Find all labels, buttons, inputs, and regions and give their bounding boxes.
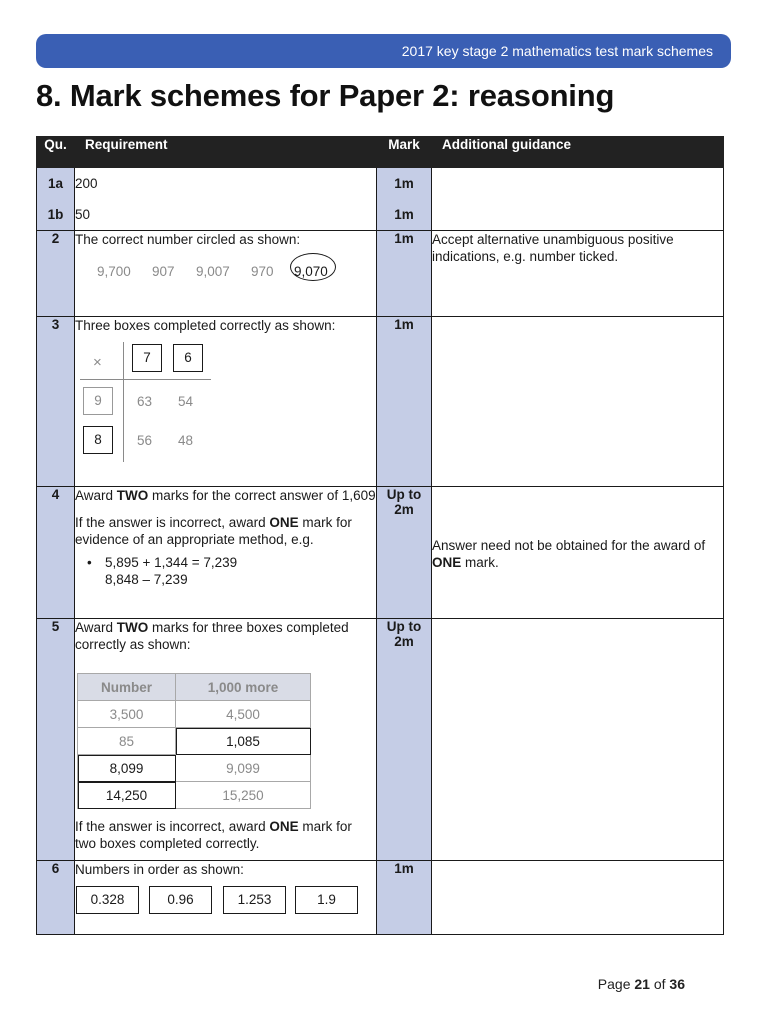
requirement-cell (75, 168, 377, 231)
mark-scheme-table (36, 136, 724, 935)
method-line: • 5,895 + 1,344 = 7,239 (105, 555, 238, 570)
column-header: Number (78, 674, 176, 701)
guidance-cell (432, 487, 724, 619)
ordered-numbers (75, 878, 376, 924)
qu-label: 1a (47, 176, 64, 191)
table-row (37, 487, 724, 619)
grid-vertical-line (123, 342, 124, 462)
table-cell: 9,099 (176, 755, 311, 782)
number-option: 907 (152, 264, 175, 279)
table-row (37, 619, 724, 861)
requirement-cell (75, 861, 377, 935)
requirement-text: If the answer is incorrect, award ONE mark for evidence of an appropriate method, e.g. (75, 515, 352, 547)
header-requirement: Requirement (75, 137, 377, 168)
header-mark: Mark (377, 137, 432, 168)
number-table (77, 673, 311, 809)
guidance-text: Accept alternative unambiguous positive indications, e.g. number ticked. (432, 231, 724, 317)
answer-text: 200 (75, 176, 98, 191)
header-banner-text: 2017 key stage 2 mathematics test mark schemes (401, 43, 713, 59)
guidance-text: Answer need not be obtained for the award of ONE mark. (432, 538, 706, 570)
requirement-text: Award TWO marks for three boxes completed correctly as shown: (75, 620, 349, 652)
number-option: 9,700 (97, 264, 131, 279)
mark-value: 1m (377, 231, 432, 317)
answer-box: 1.253 (223, 886, 286, 914)
mark-value: Up to 2m (377, 619, 432, 861)
answer-box: 6 (173, 344, 203, 372)
number-options (75, 248, 376, 296)
qu-label: 3 (37, 317, 75, 487)
guidance-cell (432, 168, 724, 231)
number-option: 970 (251, 264, 274, 279)
grid-value: 54 (178, 394, 194, 409)
method-line: 8,848 – 7,239 (105, 572, 188, 587)
table-row (37, 168, 724, 231)
guidance-cell (432, 861, 724, 935)
mark-value: 1m (377, 317, 432, 487)
number-option: 9,007 (196, 264, 230, 279)
answer-cell: 14,250 (78, 782, 176, 809)
header-guidance: Additional guidance (432, 137, 724, 168)
requirement-cell (75, 231, 377, 317)
page-number: Page 21 of 36 (597, 976, 685, 992)
number-option-circled: 9,070 (294, 264, 328, 279)
guidance-cell (432, 619, 724, 861)
table-row (78, 701, 311, 728)
requirement-text: If the answer is incorrect, award ONE mark for two boxes completed correctly. (75, 819, 352, 851)
qu-label: 5 (37, 619, 75, 861)
mark-value: 1m (377, 861, 432, 935)
table-row (37, 231, 724, 317)
table-cell: 15,250 (176, 782, 311, 809)
requirement-text: Three boxes completed correctly as shown: (75, 318, 336, 333)
header-qu: Qu. (37, 137, 75, 168)
qu-cell (37, 168, 75, 231)
requirement-cell (75, 619, 377, 861)
requirement-cell (75, 317, 377, 487)
grid-horizontal-line (80, 379, 211, 380)
guidance-cell (432, 317, 724, 487)
answer-cell: 1,085 (176, 728, 311, 755)
mark-cell (377, 168, 432, 231)
times-sign: × (93, 354, 102, 371)
mark-value: 1m (394, 207, 414, 222)
qu-label: 2 (37, 231, 75, 317)
qu-label: 6 (37, 861, 75, 935)
multiplication-grid (75, 334, 376, 464)
table-row (78, 782, 311, 809)
answer-box: 0.96 (149, 886, 212, 914)
grid-value: 56 (137, 433, 153, 448)
mark-value: Up to 2m (377, 487, 432, 619)
answer-box: 8 (83, 426, 113, 454)
table-row (78, 755, 311, 782)
list-item (75, 554, 376, 588)
answer-box: 7 (132, 344, 162, 372)
column-header: 1,000 more (176, 674, 311, 701)
table-row (37, 317, 724, 487)
grid-value: 48 (178, 433, 194, 448)
table-row (37, 861, 724, 935)
requirement-text: Award TWO marks for the correct answer of 1,609 (75, 488, 376, 503)
header-banner (36, 34, 731, 68)
answer-text: 50 (75, 207, 91, 222)
given-box: 9 (83, 387, 113, 415)
page-title: 8. Mark schemes for Paper 2: reasoning (36, 78, 615, 113)
answer-cell: 8,099 (78, 755, 176, 782)
requirement-text: The correct number circled as shown: (75, 232, 301, 247)
mark-value: 1m (394, 176, 414, 191)
table-cell: 85 (78, 728, 176, 755)
answer-box: 1.9 (295, 886, 358, 914)
grid-value: 63 (137, 394, 153, 409)
answer-box: 0.328 (76, 886, 139, 914)
qu-label: 4 (37, 487, 75, 619)
table-cell: 4,500 (176, 701, 311, 728)
requirement-cell (75, 487, 377, 619)
requirement-text: Numbers in order as shown: (75, 862, 244, 877)
table-row (78, 728, 311, 755)
table-cell: 3,500 (78, 701, 176, 728)
qu-label: 1b (47, 207, 64, 222)
table-header-row (37, 137, 724, 168)
